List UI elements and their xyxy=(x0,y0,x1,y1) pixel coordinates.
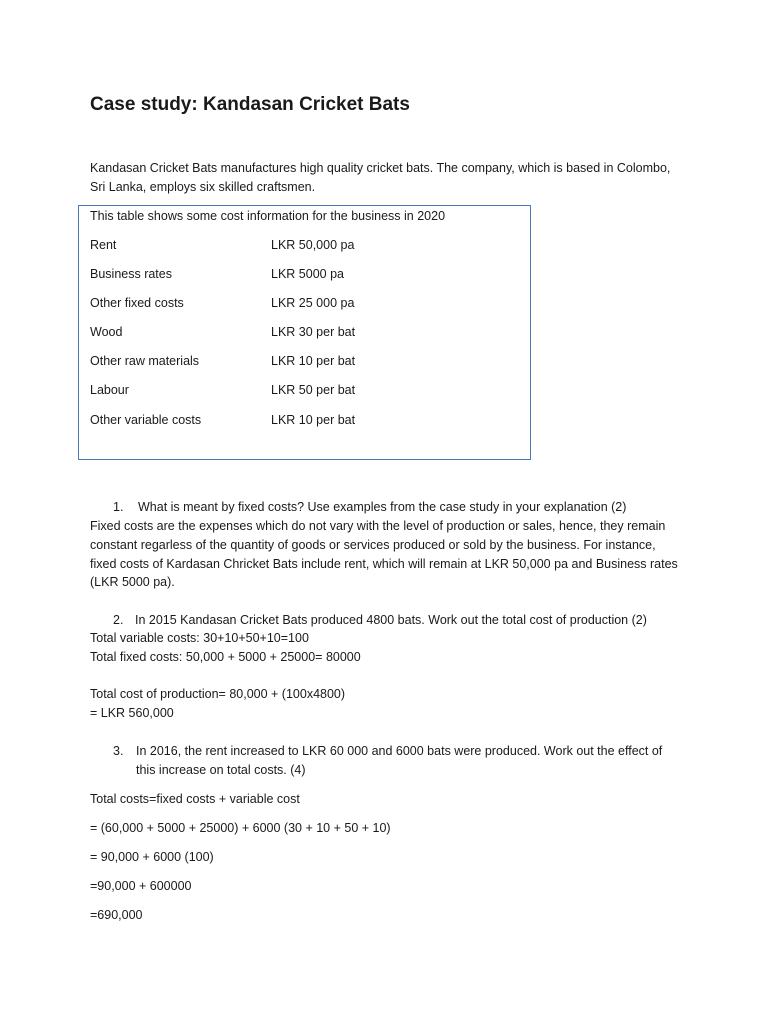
intro-line-2: Sri Lanka, employs six skilled craftsmen. xyxy=(90,180,316,194)
q3-question-line: In 2016, the rent increased to LKR 60 000 and 6000 bats were produced. Work out the effect of xyxy=(136,744,663,758)
q3-answer-line: = 90,000 + 6000 (100) xyxy=(90,850,214,864)
intro-line-1: Kandasan Cricket Bats manufactures high quality cricket bats. The company, which is based in Colombo, xyxy=(90,161,671,175)
q1-answer-line: fixed costs of Kardasan Chricket Bats include rent, which will remain at LKR 50,000 pa and Business rates xyxy=(90,557,678,571)
cost-label: Labour xyxy=(90,383,129,397)
q3-answer-line: Total costs=fixed costs + variable cost xyxy=(90,792,300,806)
cost-value: LKR 10 per bat xyxy=(271,354,356,368)
q1-answer-line: Fixed costs are the expenses which do not vary with the level of production or sales, hence, they remain xyxy=(90,519,666,533)
cost-label: Business rates xyxy=(90,267,172,281)
q3-question-line: this increase on total costs. (4) xyxy=(136,763,306,777)
cost-value: LKR 30 per bat xyxy=(271,325,356,339)
cost-label: Other variable costs xyxy=(90,413,202,427)
q2-question: In 2015 Kandasan Cricket Bats produced 4800 bats. Work out the total cost of production (2) xyxy=(135,613,647,627)
q1-answer-line: constant regarless of the quantity of goods or services produced or sold by the business. For instance, xyxy=(90,538,656,552)
q3-number: 3. xyxy=(113,744,124,758)
cost-table-caption: This table shows some cost information for the business in 2020 xyxy=(90,209,446,223)
q2-answer-line: Total variable costs: 30+10+50+10=100 xyxy=(90,631,309,645)
cost-value: LKR 50,000 pa xyxy=(271,238,355,252)
q1-answer-line: (LKR 5000 pa). xyxy=(90,575,175,589)
q2-answer-line: Total fixed costs: 50,000 + 5000 + 25000= 80000 xyxy=(90,650,361,664)
q1-question: What is meant by fixed costs? Use examples from the case study in your explanation (2) xyxy=(138,500,627,514)
q2-answer-line: Total cost of production= 80,000 + (100x4800) xyxy=(90,687,346,701)
cost-label: Wood xyxy=(90,325,123,339)
cost-value: LKR 25 000 pa xyxy=(271,296,355,310)
q1-number: 1. xyxy=(113,500,124,514)
cost-label: Other fixed costs xyxy=(90,296,184,310)
q3-answer-line: =90,000 + 600000 xyxy=(90,879,192,893)
cost-value: LKR 10 per bat xyxy=(271,413,356,427)
q3-answer-line: = (60,000 + 5000 + 25000) + 6000 (30 + 10 + 50 + 10) xyxy=(90,821,391,835)
cost-label: Other raw materials xyxy=(90,354,200,368)
cost-label: Rent xyxy=(90,238,117,252)
page-title: Case study: Kandasan Cricket Bats xyxy=(90,94,410,115)
q2-number: 2. xyxy=(113,613,124,627)
cost-value: LKR 50 per bat xyxy=(271,383,356,397)
q2-answer-line: = LKR 560,000 xyxy=(90,706,174,720)
cost-value: LKR 5000 pa xyxy=(271,267,344,281)
q3-answer-line: =690,000 xyxy=(90,908,143,922)
